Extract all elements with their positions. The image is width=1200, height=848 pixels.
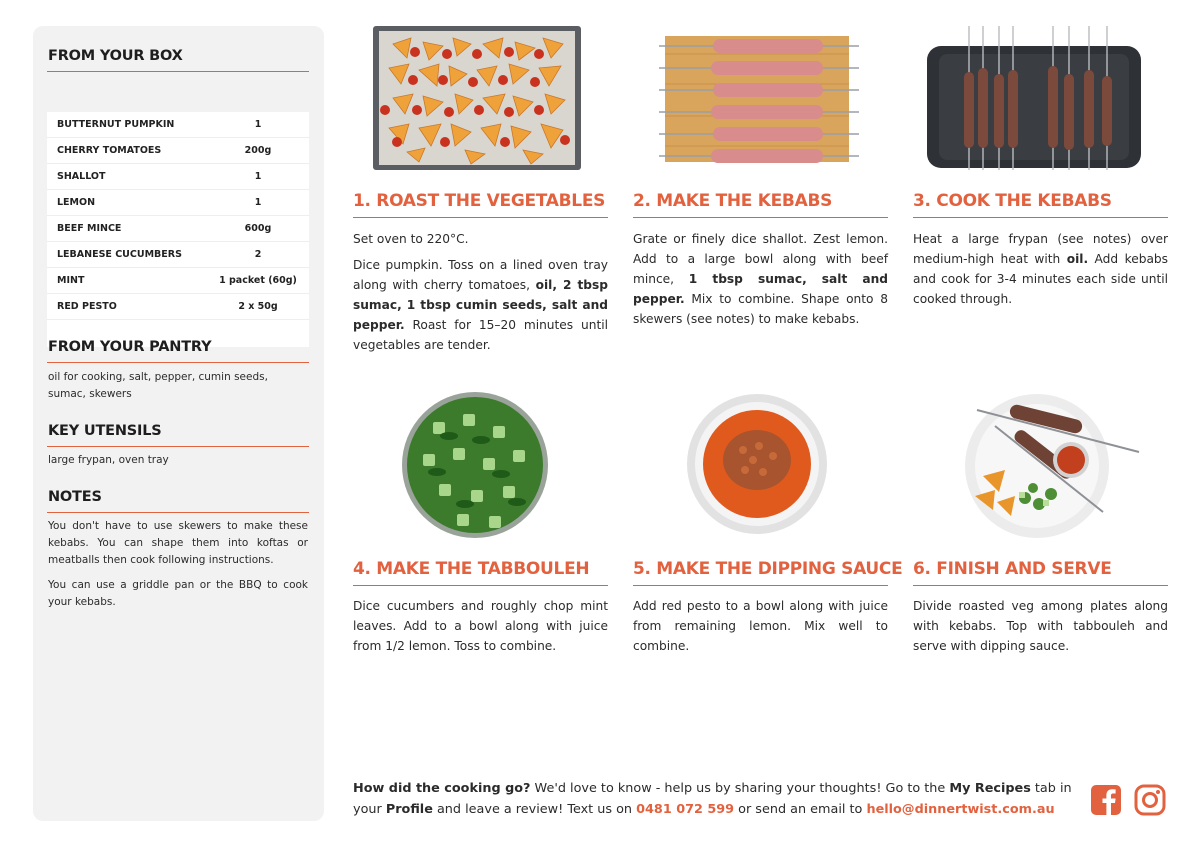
step-3-body	[913, 229, 1168, 315]
ingredient-name: CHERRY TOMATOES	[57, 145, 162, 156]
step-text: Roast for 15–20 minutes until vegetables are tender.	[353, 318, 608, 352]
step-5-title: 5. MAKE THE DIPPING SAUCE	[633, 559, 903, 579]
kebabs-board-photo	[633, 24, 889, 174]
step-1-title: 1. ROAST THE VEGETABLES	[353, 191, 606, 211]
heading-rule	[47, 446, 309, 447]
dipping-sauce-bowl-photo	[633, 392, 889, 542]
feedback-question: How did the cooking go?	[353, 781, 531, 796]
heading-rule	[47, 362, 309, 363]
facebook-icon[interactable]	[1090, 784, 1122, 816]
step-4-title: 4. MAKE THE TABBOULEH	[353, 559, 590, 579]
step-paragraph	[353, 596, 608, 656]
my-recipes-link[interactable]: My Recipes	[949, 781, 1031, 796]
step-2-title: 2. MAKE THE KEBABS	[633, 191, 833, 211]
step-paragraph	[913, 229, 1168, 309]
step-text: Grate or finely dice shallot. Zest lemon. Add to a large bowl along with beef mince,	[633, 232, 888, 286]
step-4-body	[353, 596, 608, 662]
ingredient-qty: 200g	[244, 145, 272, 156]
step-text: Heat a large frypan (see notes) over medium-high heat with	[913, 232, 1168, 266]
step-text: Divide roasted veg among plates along with kebabs. Top with tabbouleh and serve with dipping sauce.	[913, 599, 1168, 653]
ingredient-name: RED PESTO	[57, 301, 117, 312]
heading-rule	[47, 512, 309, 513]
ingredient-qty: 1	[254, 171, 262, 182]
profile-link[interactable]: Profile	[385, 802, 433, 817]
step-3-title: 3. COOK THE KEBABS	[913, 191, 1112, 211]
ingredient-qty: 2 x 50g	[238, 301, 278, 312]
step-text: Dice cucumbers and roughly chop mint leaves. Add to a bowl along with juice from 1/2 lemon. Toss to combine.	[353, 599, 608, 653]
footer-text: and leave a review! Text us on	[432, 802, 637, 817]
step-paragraph	[633, 229, 888, 329]
ingredient-name: MINT	[57, 275, 85, 286]
step-text: Set oven to 220°C.	[353, 232, 469, 246]
table-row	[47, 138, 309, 164]
table-row	[47, 216, 309, 242]
step-text: Dice pumpkin. Toss on a lined oven tray along with cherry tomatoes,	[353, 258, 608, 292]
step-text: Mix to combine. Shape onto 8 skewers (see notes) to make kebabs.	[633, 292, 888, 326]
step-1-body	[353, 229, 608, 361]
ingredient-qty: 1	[254, 197, 262, 208]
step-6-title: 6. FINISH AND SERVE	[913, 559, 1112, 579]
table-row	[47, 164, 309, 190]
ingredient-emphasis: oil.	[1066, 252, 1089, 266]
griddle-kebabs-photo	[913, 24, 1169, 174]
note-paragraph: You can use a griddle pan or the BBQ to cook your kebabs.	[48, 579, 308, 608]
ingredient-qty: 1 packet (60g)	[219, 275, 297, 286]
phone-link[interactable]: 0481 072 599	[636, 802, 735, 817]
ingredients-sidebar	[33, 26, 324, 821]
notes-heading: NOTES	[48, 489, 102, 505]
instagram-icon[interactable]	[1134, 784, 1166, 816]
step-rule	[913, 217, 1168, 218]
step-text: Add red pesto to a bowl along with juice from remaining lemon. Mix well to combine.	[633, 599, 888, 653]
roast-vegetables-photo	[353, 24, 609, 174]
step-paragraph	[913, 596, 1168, 656]
step-paragraph	[353, 229, 608, 249]
ingredient-emphasis: oil, 2 tbsp sumac, 1 tbsp cumin seeds, salt and pepper.	[353, 278, 608, 332]
step-rule	[353, 217, 608, 218]
step-2-body	[633, 229, 888, 335]
tabbouleh-bowl-photo	[353, 392, 609, 542]
ingredient-name: LEMON	[57, 197, 96, 208]
step-paragraph	[633, 596, 888, 656]
step-rule	[633, 217, 888, 218]
footer-text: We'd love to know - help us by sharing your thoughts! Go to the	[530, 781, 950, 796]
ingredient-emphasis: 1 tbsp sumac, salt and pepper.	[633, 272, 889, 306]
table-row	[47, 190, 309, 216]
finished-plate-photo	[913, 392, 1169, 542]
step-6-body	[913, 596, 1168, 662]
footer-text: or send an email to	[734, 802, 867, 817]
key-utensils-heading: KEY UTENSILS	[48, 423, 162, 439]
ingredient-name: SHALLOT	[57, 171, 106, 182]
note-paragraph: You don't have to use skewers to make these kebabs. You can shape them into koftas or meatballs then cook following instructions.	[48, 520, 308, 566]
ingredient-name: BEEF MINCE	[57, 223, 122, 234]
email-link[interactable]: hello@dinnertwist.com.au	[866, 802, 1055, 817]
ingredient-qty: 2	[254, 249, 262, 260]
step-5-body	[633, 596, 888, 662]
step-rule	[913, 585, 1168, 586]
from-your-box-heading: FROM YOUR BOX	[48, 48, 183, 64]
step-paragraph	[353, 255, 608, 355]
step-rule	[633, 585, 888, 586]
footer-text: tab in your	[353, 781, 1072, 817]
ingredient-name: LEBANESE CUCUMBERS	[57, 249, 182, 260]
pantry-text: oil for cooking, salt, pepper, cumin seeds, sumac, skewers	[48, 371, 268, 400]
table-row	[47, 112, 309, 138]
feedback-footer	[353, 778, 1073, 820]
table-row	[47, 242, 309, 268]
step-text: Add kebabs and cook for 3-4 minutes each side until cooked through.	[913, 252, 1168, 306]
ingredient-qty: 1	[254, 119, 262, 130]
utensils-text: large frypan, oven tray	[48, 454, 169, 466]
box-ingredients-table	[47, 112, 309, 347]
heading-rule	[47, 71, 309, 72]
step-rule	[353, 585, 608, 586]
table-row	[47, 294, 309, 320]
table-row	[47, 268, 309, 294]
ingredient-qty: 600g	[244, 223, 272, 234]
ingredient-name: BUTTERNUT PUMPKIN	[57, 119, 175, 130]
from-your-pantry-heading: FROM YOUR PANTRY	[48, 339, 212, 355]
